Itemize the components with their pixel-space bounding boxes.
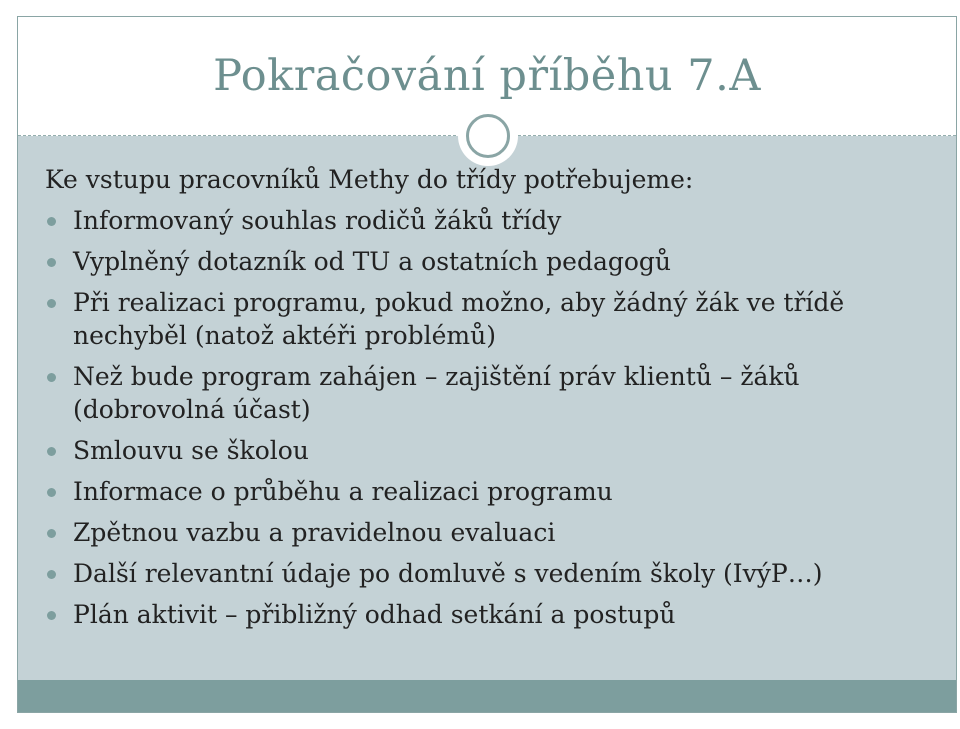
bullet-icon — [47, 373, 56, 382]
footer-bar — [18, 680, 956, 712]
bullet-icon — [47, 529, 56, 538]
bullet-text: Než bude program zahájen – zajištění práv klientů – žáků (dobrovolná účast) — [73, 362, 800, 424]
bullet-text: Plán aktivit – přibližný odhad setkání a postupů — [73, 600, 676, 629]
intro-text: Ke vstupu pracovníků Methy do třídy potřebujeme: — [45, 165, 694, 194]
slide-title: Pokračování příběhu 7.A — [213, 51, 761, 101]
bullet-text: Informace o průběhu a realizaci programu — [73, 477, 613, 506]
list-item — [45, 286, 935, 352]
bullet-icon — [47, 299, 56, 308]
list-item — [45, 516, 935, 549]
decorative-ring-icon — [466, 114, 510, 158]
bullet-text: Další relevantní údaje po domluvě s vedením školy (IvýP…) — [73, 559, 823, 588]
bullet-list — [45, 204, 935, 639]
bullet-icon — [47, 217, 56, 226]
list-item — [45, 434, 935, 467]
bullet-icon — [47, 611, 56, 620]
bullet-icon — [47, 447, 56, 456]
slide — [17, 16, 957, 713]
bullet-text: Zpětnou vazbu a pravidelnou evaluaci — [73, 518, 556, 547]
list-item — [45, 245, 935, 278]
bullet-text: Při realizaci programu, pokud možno, aby žádný žák ve třídě nechyběl (natož aktéři problémů) — [73, 288, 845, 350]
list-item — [45, 360, 935, 426]
list-item — [45, 475, 935, 508]
list-item — [45, 204, 935, 237]
bullet-text: Smlouvu se školou — [73, 436, 309, 465]
bullet-icon — [47, 570, 56, 579]
bullet-icon — [47, 488, 56, 497]
bullet-icon — [47, 258, 56, 267]
bullet-text: Informovaný souhlas rodičů žáků třídy — [73, 206, 562, 235]
bullet-text: Vyplněný dotazník od TU a ostatních pedagogů — [73, 247, 672, 276]
list-item — [45, 598, 935, 631]
list-item — [45, 557, 935, 590]
